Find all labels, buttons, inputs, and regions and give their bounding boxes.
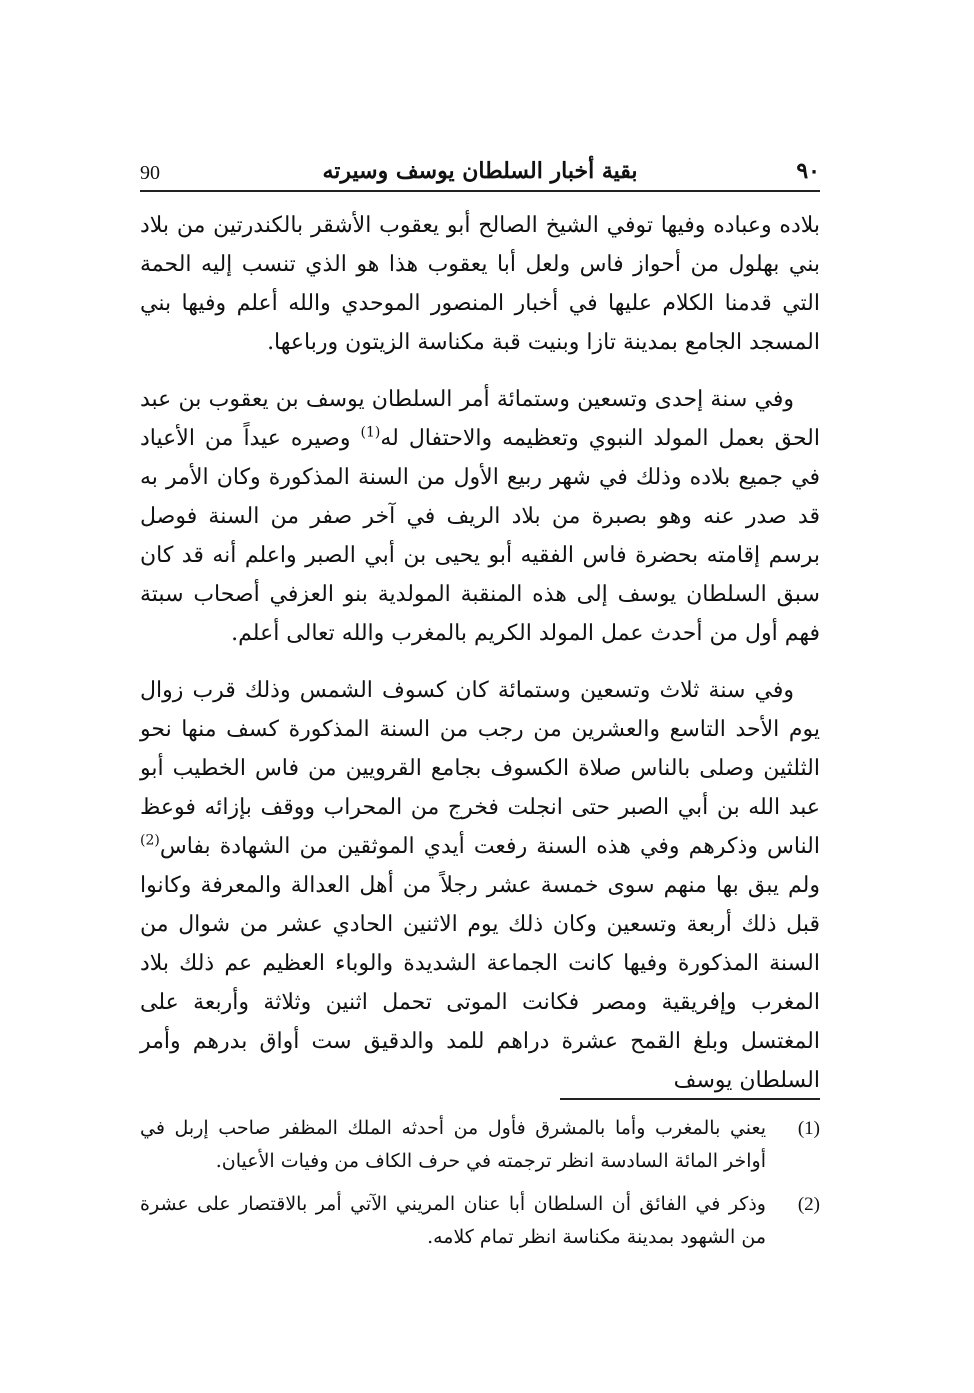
paragraph-3-text: وفي سنة ثلاث وتسعين وستمائة كان كسوف الشمس وذلك قرب زوال يوم الأحد التاسع والعشرين من رجب من السنة المذكورة كسف منها نحو الثلثين وصلى بالناس صلاة الكسوف بجامع القرويين من فاس الخطيب أبو عبد الله بن أبي الصبر حتى انجلت فخرج من المحراب ووقف بإزائه فوعظ الناس وذكرهم وفي هذه السنة رفعت أيدي الموثقين من الشهادة بفاس (140, 678, 820, 859)
paragraph-1 (140, 206, 820, 362)
footnote-2 (140, 1188, 820, 1254)
paragraph-3-text-rest: ولم يبق بها منهم سوى خمسة عشر رجلاً من أهل العدالة والمعرفة وكانوا قبل ذلك أربعة وتسعين وكان ذلك يوم الاثنين الحادي عشر من شوال من السنة المذكورة وفيها كانت الجماعة الشديدة والوباء العظيم عم ذلك بلاد المغرب وإفريقية ومصر فكانت الموتى تحمل اثنين وثلاثة وأربعة على المغتسل وبلغ القمح عشرة دراهم للمد والدقيق ست أواق بدرهم وأمر السلطان يوسف (140, 873, 820, 1093)
footnote-mark-1: (1) (360, 424, 381, 441)
footnote-1 (140, 1112, 820, 1178)
page-number-arabic: ٩٠ (796, 158, 820, 184)
main-text (140, 206, 820, 1118)
footnote-number: (2) (797, 1194, 820, 1215)
footnote-text: وذكر في الفائق أن السلطان أبا عنان المريني الآتي أمر بالاقتصار على عشرة من الشهود بمدينة مكناسة انظر تمام كلامه. (140, 1193, 766, 1248)
running-title: بقية أخبار السلطان يوسف وسيرته (322, 158, 638, 184)
paragraph-1-text: بلاده وعباده وفيها توفي الشيخ الصالح أبو يعقوب الأشقر بالكندرتين من بلاد بني بهلول من أحواز فاس ولعل أبا يعقوب هذا هو الذي تنسب إليه الحمة التي قدمنا الكلام عليها في أخبار المنصور الموحدي والله أعلم وفيها بني المسجد الجامع بمدينة تازا وبنيت قبة مكناسة الزيتون ورباعها. (140, 213, 820, 355)
footnote-text: يعني بالمغرب وأما بالمشرق فأول من أحدثه الملك المظفر صاحب إربل في أواخر المائة السادسة انظر ترجمته في حرف الكاف من وفيات الأعيان. (140, 1117, 766, 1172)
paragraph-2-text-rest: وصيره عيداً من الأعياد في جميع بلاده وذلك في شهر ربيع الأول من السنة المذكورة وكان الأمر به قد صدر عنه وهو بصبرة من بلاد الريف في آخر صفر من السنة فوصل برسم إقامته بحضرة فاس الفقيه أبو يحيى بن أبي الصبر واعلم أنه قد كان سبق السلطان يوسف إلى هذه المنقبة المولدية بنو العزفي أصحاب سبتة فهم أول من أحدث عمل المولد الكريم بالمغرب والله تعالى أعلم. (140, 426, 820, 646)
paragraph-2-text: وفي سنة إحدى وتسعين وستمائة أمر السلطان يوسف بن يعقوب بن عبد الحق بعمل المولد النبوي وتعظيمه والاحتفال له (140, 387, 820, 451)
paragraph-2 (140, 380, 820, 653)
footnotes (140, 1112, 820, 1264)
footnote-divider (560, 1098, 820, 1100)
page-header (140, 156, 820, 192)
footnote-number: (1) (797, 1118, 820, 1139)
footnote-mark-2: (2) (140, 832, 160, 849)
paragraph-3 (140, 671, 820, 1100)
page-number-latin: 90 (140, 162, 160, 184)
